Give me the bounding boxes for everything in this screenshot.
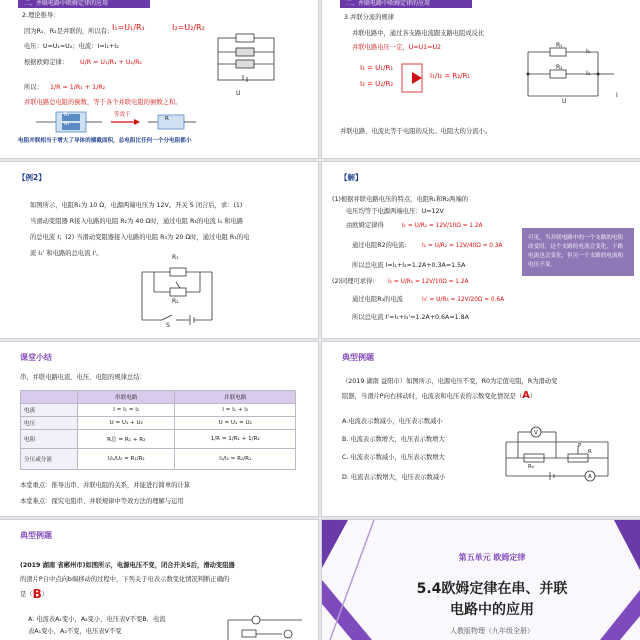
section-title: 2.理论推导：: [22, 12, 60, 19]
lesson-title: 5.4欧姆定律在串、并联: [416, 581, 568, 597]
solution-line: (2)同理可求得:: [332, 278, 375, 285]
table-header: 并联电路: [175, 391, 296, 404]
table-header: [21, 391, 78, 404]
lesson-title: 电路中的应用: [450, 602, 534, 618]
note-box: 可见，当并联电路中的一个支路的电阻改变时，这个支路的电流会变化，干路电流也会变化，但另一个支路的电流和电压不变。: [522, 228, 634, 276]
slide-example-2[interactable]: [0, 162, 318, 338]
table-row: [21, 417, 296, 430]
question-line: 当滑动变阻器 R接入电路的电阻 R₂为 40 Ω时，通过电阻 R₁的电流 I₁ 和电路: [30, 218, 244, 225]
answer-mark: A: [522, 390, 530, 401]
table-cell: 电阻: [21, 430, 78, 449]
text-line: 因为R₁、R₂是并联的，所以有:: [24, 28, 110, 35]
table-cell: U = U₁ = U₂: [175, 417, 296, 430]
solution-line: 电压均等于电源两端电压：U=12V: [346, 208, 444, 215]
answer-mark: B: [32, 587, 42, 601]
slide-header: 二、并联电路中欧姆定律的应用: [340, 0, 472, 8]
footer-note: 电阻并联相当于增大了导体的横截面积，总电阻比任何一个分电阻都小: [18, 138, 192, 144]
example-circuit-diagram: [132, 262, 224, 330]
formula: I₁ = U/R₁ = 12V/10Ω = 1.2A: [388, 279, 469, 285]
table-cell: I = I₁ + I₂: [175, 404, 296, 417]
table-row: [21, 404, 296, 417]
formula: 1/R = 1/R₁ + 1/R₂: [50, 84, 106, 91]
formula: I₂ = U/R₂ = 12V/40Ω = 0.3A: [422, 243, 503, 249]
question-text: 是（: [20, 591, 33, 598]
voltage-label: U: [236, 90, 241, 97]
resistor-label: R₂: [556, 64, 563, 71]
derive-arrow: [398, 60, 426, 96]
voltmeter-label: V: [534, 430, 538, 436]
text-line: 根据欧姆定律：: [24, 59, 69, 66]
table-cell: U₁/U₂ = R₁/R₂: [78, 449, 175, 470]
question-line: [20, 587, 49, 601]
unit-label: 第五单元 欧姆定律: [458, 553, 526, 562]
table-cell: 分压或分流: [21, 449, 78, 470]
text-line: 所以：: [24, 84, 43, 91]
table-row: [21, 449, 296, 470]
current-label: I: [616, 92, 618, 99]
slide-header: 课堂小结: [20, 353, 52, 362]
slide-cover[interactable]: [322, 520, 640, 640]
law-table: [20, 390, 296, 470]
question-line: [342, 392, 536, 401]
question-line: 的滑片P自中点向b端移动的过程中，下列关于电表示数变化情况判断正确的: [20, 576, 230, 583]
table-cell: U = U₁ + U₂: [78, 417, 175, 430]
formula: I₁ = U/R₁ = 12V/10Ω = 1.2A: [402, 223, 483, 229]
current-label: I₁: [586, 48, 591, 55]
resistor-label: R₁: [556, 42, 563, 49]
question-line: (2019 湖南 省郴州市)如图所示，电源电压不变，闭合开关S后，滑动变阻器: [20, 562, 235, 569]
formula: I₁=U₁/R₁: [112, 23, 145, 32]
conclusion-text: 并联电路总电阻的倒数，等于各个并联电阻的倒数之和。: [24, 99, 182, 106]
slide-header: 典型例题: [342, 353, 374, 362]
slide-top-bar: [322, 0, 640, 8]
question-text: ）: [41, 591, 49, 598]
table-cell: I = I₁ = I₂: [78, 404, 175, 417]
formula: U/R = U₁/R₁ + U₂/R₂: [80, 59, 142, 66]
table-cell: R总 = R₁ + R₂: [78, 430, 175, 449]
parallel-circuit-diagram: [210, 28, 280, 86]
resistor-label: R: [588, 449, 592, 455]
formula: I₃' = U/R₃ = 12V/20Ω = 0.6A: [422, 297, 505, 303]
solution-line: 由欧姆定律得: [346, 222, 384, 229]
resistor-label: R₂: [172, 298, 179, 305]
slide-header: 典型例题: [20, 531, 52, 540]
solution-line: (1)根据并联电路电压的特点，电阻R₁和R₂两端的: [332, 196, 469, 203]
text-line: 并联电路电压一定，U=U1=U2: [352, 44, 442, 51]
question-line: 如图所示，电阻R₁为 10 Ω，电源两端电压为 12V。开关 S 闭合后，求：(1): [30, 202, 243, 209]
question-line: 的总电流 I；(2) 当滑动变阻器接入电路的电阻 R₃为 20 Ω时，通过电阻 R₁的电: [30, 234, 250, 241]
table-cell: 电压: [21, 417, 78, 430]
table-row: [21, 430, 296, 449]
slide-parallel-current-split[interactable]: [322, 0, 640, 158]
option-a[interactable]: A. 电流表A₁变小，A₂变小，电压表V不变B．电流: [28, 616, 166, 623]
question-text: ）: [529, 393, 537, 400]
formula: I₂=U₂/R₂: [172, 23, 205, 32]
text-line: 并联电路中，通过各支路电流跟支路电阻成反比: [352, 30, 485, 37]
solution-line: 通过电阻R₃的电流: [352, 296, 403, 303]
resistor-label: R: [165, 116, 169, 122]
table-cell: I₁/I₂ = R₂/R₁: [175, 449, 296, 470]
section-title: 3.并联分流的规律: [344, 14, 395, 21]
formula: I₁ = U₁/R₁: [360, 64, 394, 72]
slide-header: 二、并联电路中欧姆定律的应用: [18, 0, 150, 8]
focus-text: 本堂重点：推导出串、并联电阻的关系，并能进行简单的计算: [20, 482, 191, 489]
option-c[interactable]: C. 电流表示数减小，电压表示数增大: [342, 454, 445, 461]
option-b[interactable]: 表A₁变小，A₂不变，电压表V不变: [28, 628, 122, 635]
slide-parallel-derivation[interactable]: [0, 0, 318, 158]
slide-top-bar: [0, 0, 318, 8]
resistor-label: R₀: [528, 464, 535, 470]
option-b[interactable]: B. 电流表示数增大，电压表示数增大: [342, 436, 445, 443]
option-a[interactable]: A.电流表示数减小，电压表示数减小: [342, 418, 443, 425]
table-header: 串联电路: [78, 391, 175, 404]
slide-typical-example-2[interactable]: [0, 520, 318, 640]
solution-line: 所以总电流 I'=I₁+I₃'=1.2A+0.6A=1.8A: [352, 314, 469, 321]
resistor-label: R₂: [64, 121, 70, 127]
conclusion-text: 并联电路，电流比等于电阻的反比。电阻大的分流小。: [340, 128, 492, 135]
formula: I₁/I₂ = R₂/R₁: [430, 72, 471, 80]
slide-solution[interactable]: [322, 162, 640, 338]
difficulty-text: 本堂难点：探究电阻串、并联规律中等效方法的理解与运用: [20, 498, 184, 505]
subtitle: 人教版物理（九年级全册）: [450, 627, 534, 635]
resistor-label: R₁: [64, 112, 70, 118]
solution-tag: 【解】: [340, 173, 363, 182]
summary-intro: 串、并联电路电流、电压、电阻的规律总结：: [20, 374, 146, 381]
table-cell: 电流: [21, 404, 78, 417]
parallel-circuit-diagram: [518, 40, 618, 110]
question-text: 阻器，当滑片P向右移动时，电流表和电压表的示数变化情况是（: [342, 393, 523, 400]
example-tag: 【例2】: [18, 173, 46, 182]
example-circuit-diagram: [222, 610, 312, 640]
voltage-label: U: [562, 98, 567, 105]
resistor-label: R₁: [172, 254, 179, 261]
slide-typical-example-1[interactable]: [322, 342, 640, 516]
slider-label: P: [578, 443, 582, 449]
ammeter-label: A: [588, 474, 592, 480]
equivalent-label: 等效于: [114, 112, 131, 118]
table-cell: 1/R = 1/R₁ + 1/R₂: [175, 430, 296, 449]
table-header-row: [21, 391, 296, 404]
question-line: 流 I₁' 和电路的总电流 I'。: [30, 250, 103, 257]
solution-line: 通过电阻R2的电流:: [352, 242, 407, 249]
formula: I₂ = U₂/R₂: [360, 80, 394, 88]
switch-label: S: [166, 322, 170, 329]
slide-summary[interactable]: [0, 342, 318, 516]
solution-line: 所以总电流 I=I₁+I₂=1.2A+0.3A=1.5A: [352, 262, 466, 269]
option-d[interactable]: D. 电流表示数增大，电压表示数减小: [342, 474, 446, 481]
example-circuit-diagram: [498, 424, 618, 486]
text-line: 电压：U=U₁=U₂；电流：I=I₁+I₂: [24, 43, 119, 50]
question-line: （2019 湖南 益阳市）如图所示，电源电压不变，R0为定值电阻，R为滑动变: [342, 378, 558, 385]
current-label: I₂: [586, 70, 591, 77]
